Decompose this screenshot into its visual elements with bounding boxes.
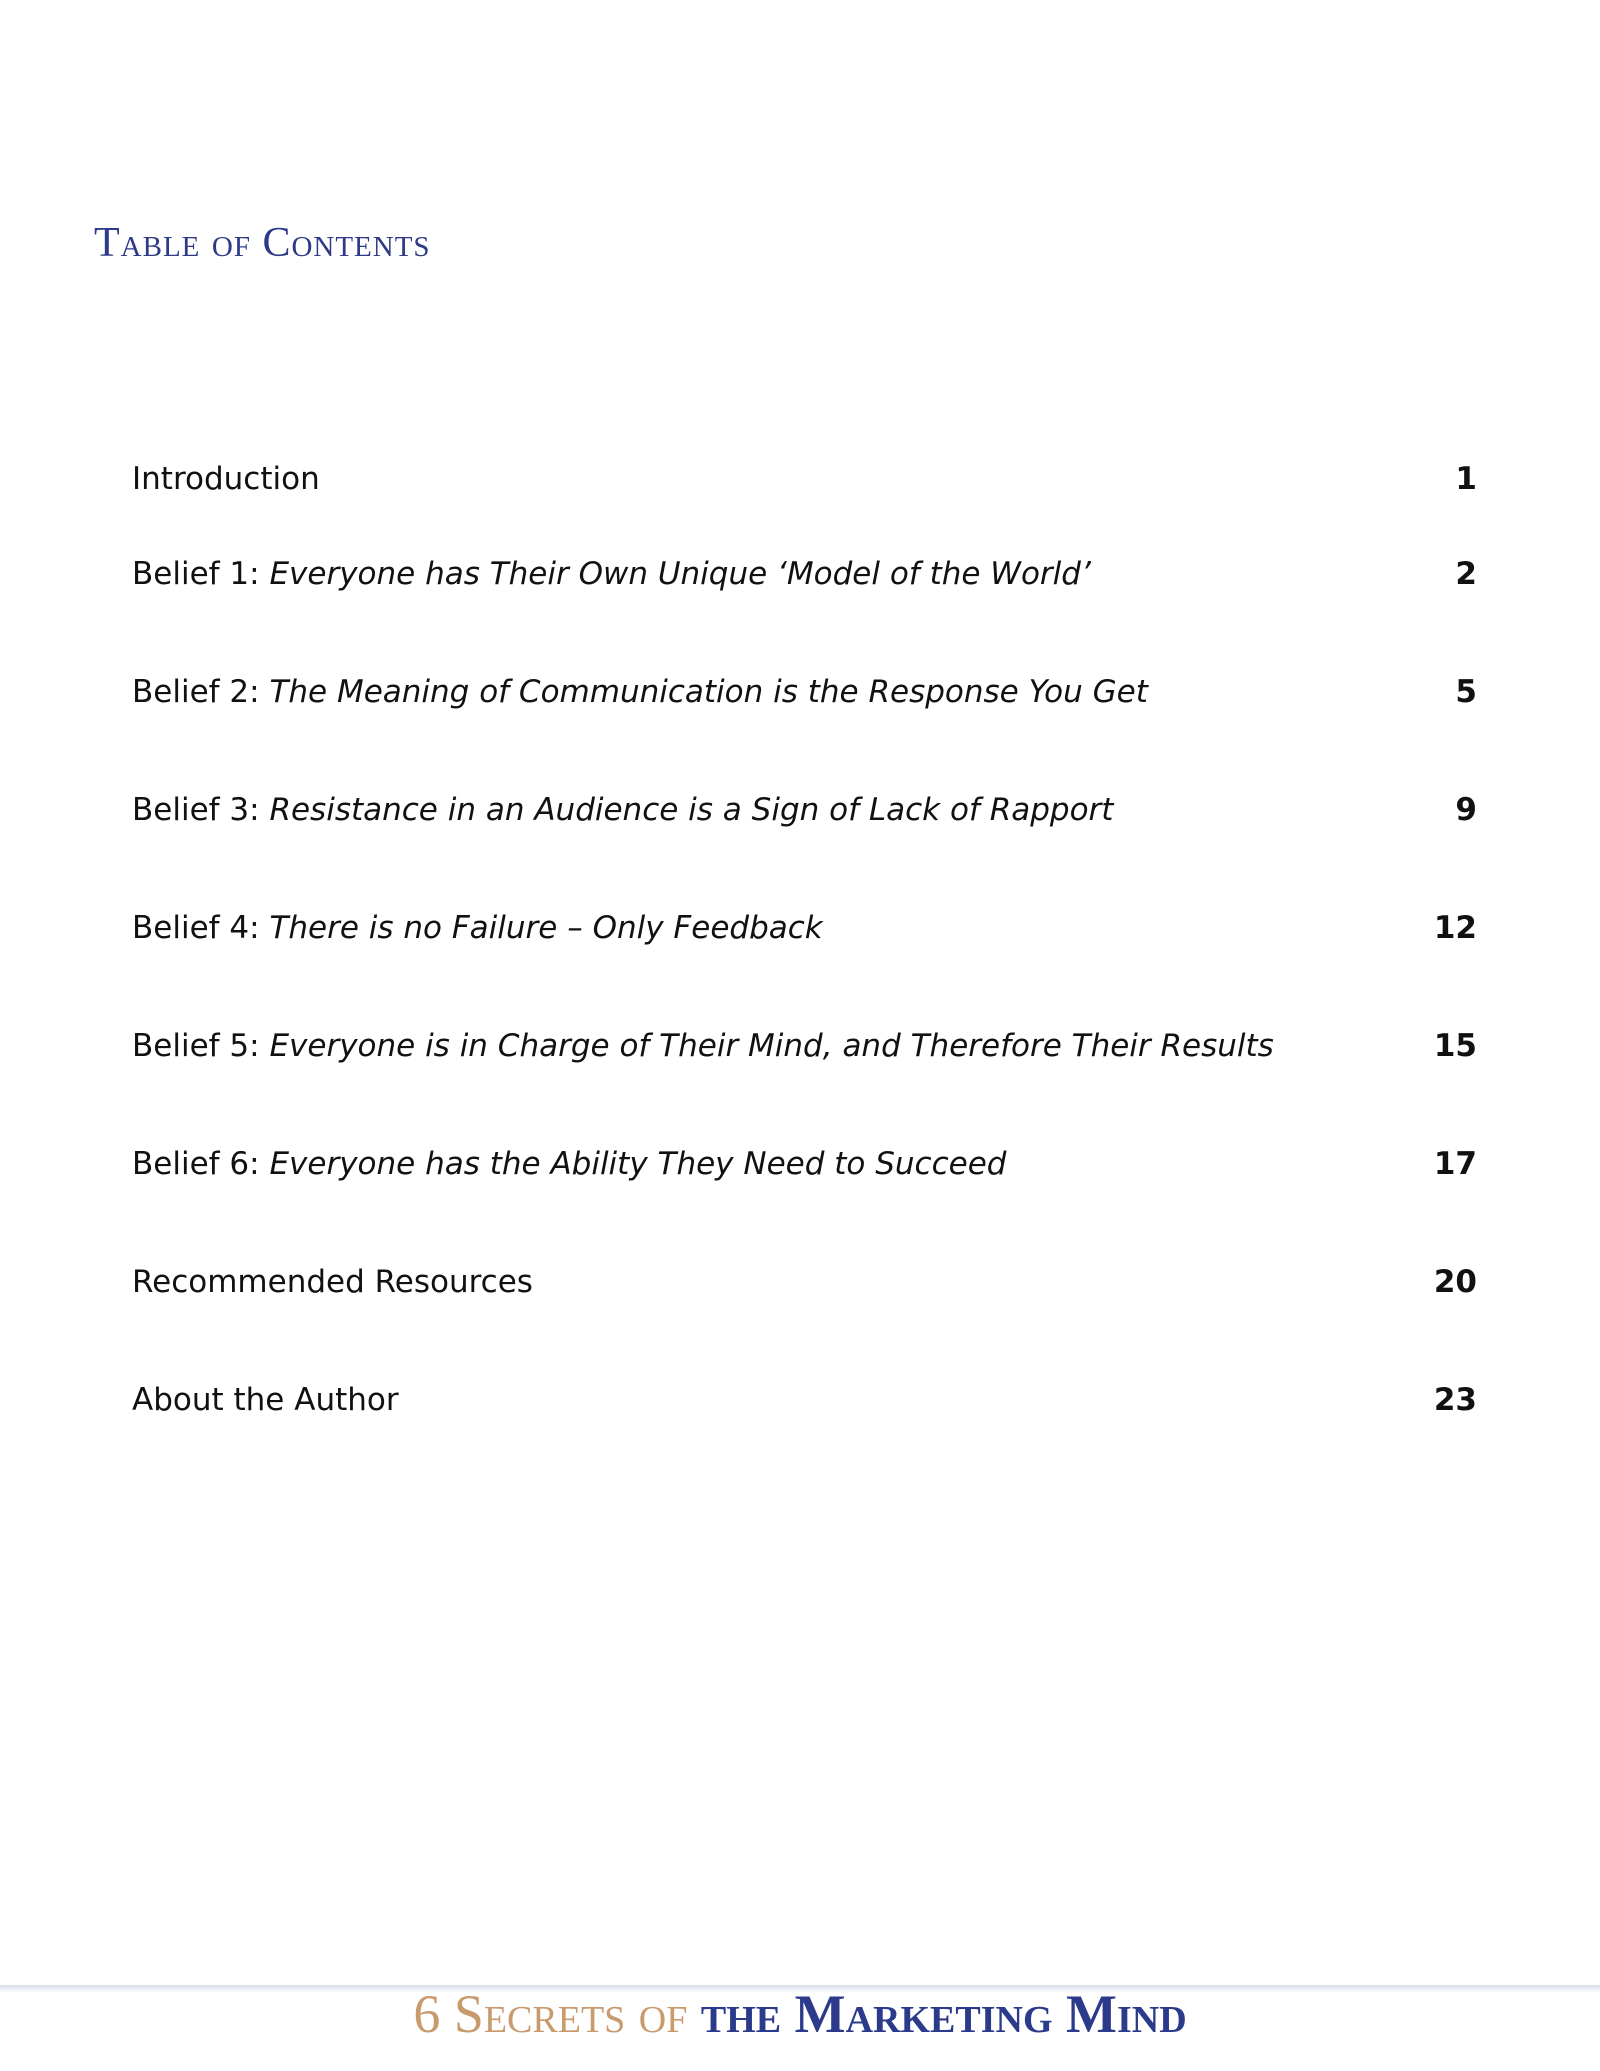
toc-entry-label: Belief 6:: [132, 1146, 270, 1182]
toc-entry-subtitle: Resistance in an Audience is a Sign of Lack of Rapport: [269, 792, 1114, 828]
toc-entry-title: [132, 790, 1113, 830]
toc-entry-belief-3[interactable]: [132, 790, 1477, 830]
toc-entry-page-number: 17: [1433, 1146, 1477, 1182]
toc-entry-page-number: 20: [1433, 1264, 1477, 1300]
footer-title-part-a: 6 Secrets of: [413, 1984, 701, 2044]
toc-entry-subtitle: Everyone has Their Own Unique ‘Model of the World’: [269, 556, 1091, 592]
toc-entry-subtitle: There is no Failure – Only Feedback: [269, 910, 823, 946]
toc-entry-page-number: 23: [1433, 1382, 1477, 1418]
footer-book-title: [0, 1984, 1600, 2044]
toc-entry-title: [132, 554, 1091, 594]
toc-entry-belief-4[interactable]: [132, 908, 1477, 948]
toc-entry-label: Introduction: [132, 461, 320, 497]
page-title: Table of Contents: [94, 220, 431, 266]
toc-entry-belief-2[interactable]: [132, 672, 1477, 712]
toc-entry-title: [132, 908, 823, 948]
toc-entry-subtitle: The Meaning of Communication is the Response You Get: [269, 674, 1148, 710]
toc-entry-page-number: 5: [1455, 674, 1477, 710]
toc-entry-title: [132, 1262, 533, 1302]
toc-entry-label: Belief 4:: [132, 910, 270, 946]
toc-entry-title: [132, 1144, 1006, 1184]
footer-title-part-b: the Marketing Mind: [700, 1984, 1187, 2044]
toc-entry-recommended-resources[interactable]: [132, 1262, 1477, 1302]
toc-entry-title: [132, 672, 1148, 712]
toc-entry-title: [132, 1026, 1274, 1066]
toc-entry-subtitle: Everyone is in Charge of Their Mind, and Therefore Their Results: [269, 1028, 1274, 1064]
toc-entry-subtitle: Everyone has the Ability They Need to Succeed: [269, 1146, 1007, 1182]
toc-entry-label: Belief 5:: [132, 1028, 270, 1064]
toc-entry-belief-6[interactable]: [132, 1144, 1477, 1184]
toc-entry-introduction[interactable]: [132, 459, 1477, 499]
toc-entry-page-number: 9: [1455, 792, 1477, 828]
toc-entry-label: Belief 3:: [132, 792, 270, 828]
toc-entry-belief-1[interactable]: [132, 554, 1477, 594]
toc-entry-title: [132, 1380, 399, 1420]
toc-entry-belief-5[interactable]: [132, 1026, 1477, 1066]
toc-entry-page-number: 2: [1455, 556, 1477, 592]
toc-entry-label: Belief 1:: [132, 556, 270, 592]
toc-entry-label: Recommended Resources: [132, 1264, 533, 1300]
toc-entry-about-the-author[interactable]: [132, 1380, 1477, 1420]
toc-entry-page-number: 15: [1433, 1028, 1477, 1064]
toc-entry-label: Belief 2:: [132, 674, 270, 710]
toc-entry-label: About the Author: [132, 1382, 399, 1418]
toc-entry-title: [132, 459, 320, 499]
toc-list: [132, 0, 1477, 2071]
toc-entry-page-number: 1: [1455, 461, 1477, 497]
toc-entry-page-number: 12: [1433, 910, 1477, 946]
